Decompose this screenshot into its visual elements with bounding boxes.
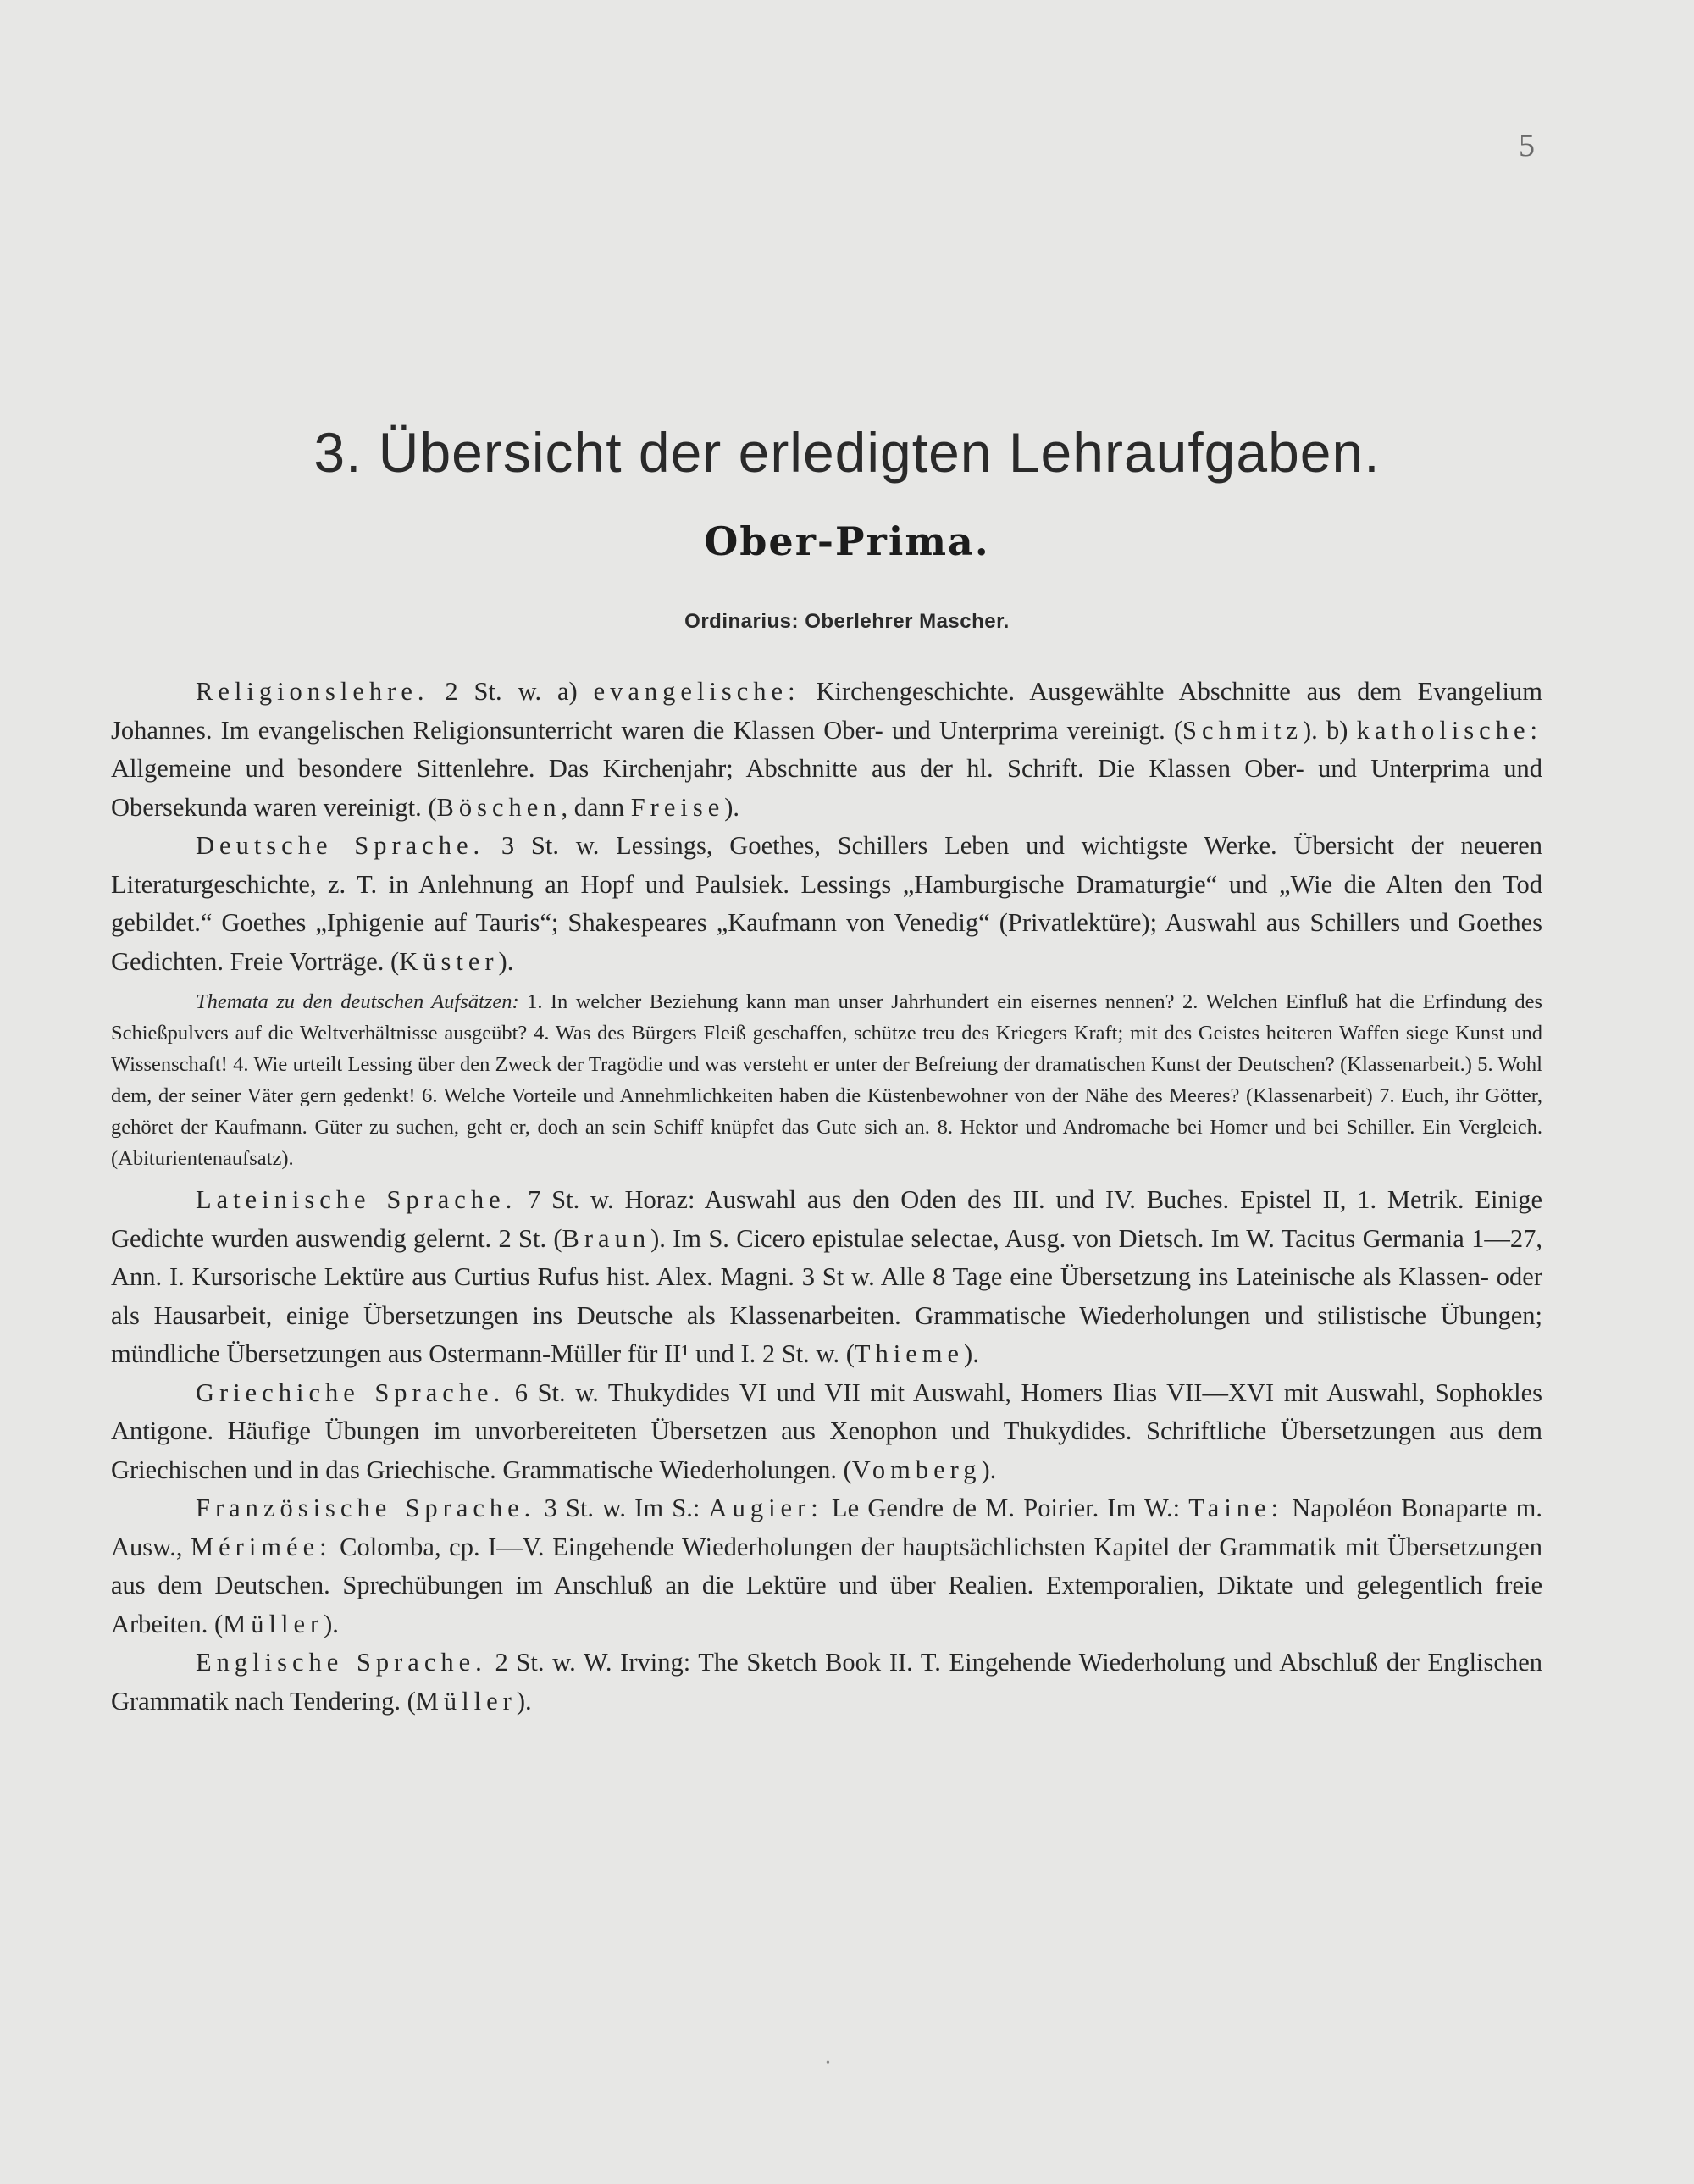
subject-deutsch: Deutsche Sprache. [196, 831, 485, 860]
text-fragment: 3 St. w. Im S.: [535, 1494, 709, 1522]
paragraph-religion [111, 673, 1542, 827]
text-fragment: ). Im S. Cicero epistulae selectae, Ausg. von Dietsch. Im W. Tacitus Germania 1—27, Ann. I. Kursorische Lektüre aus Curtius Rufus hist. Alex. Magni. 3 St w. Alle 8 Tage eine Übersetzung ins Lateinische als Klassen- oder als Hausarbeit, einige Übersetzungen ins Deutsche als Klassenarbeiten. Grammatische Wiederholungen und stilistische Übungen; mündliche Übersetzungen aus Ostermann-Müller für II¹ und I. 2 St. w. ( [111, 1223, 1542, 1368]
text-fragment: ). [981, 1455, 997, 1484]
text-fragment: ). [324, 1609, 339, 1638]
text-fragment: ). b) [1303, 715, 1357, 745]
text-fragment: ). [724, 792, 740, 822]
text-fragment: Colomba, cp. I—V. Eingehende Wiederholungen der hauptsächlichsten Kapitel der Grammatik mit Übersetzungen aus dem Deutschen. Sprechübungen im Anschluß an die Lektüre und über Realien. Extemporalien, Diktate und gelegentlich freie Arbeiten. ( [111, 1532, 1542, 1638]
curriculum-body [111, 673, 1542, 1721]
subject-religion: Religionslehre. [196, 677, 429, 706]
teacher-name: Thieme [854, 1339, 965, 1368]
text-fragment: 6 St. w. Thukydides VI und VII mit Auswahl, Homers Ilias VII—XVI mit Auswahl, Sophokles Antigone. Häufige Übungen im unvorbereiteten Übersetzen aus Xenophon und Thukydides. Schriftliche Übersetzungen aus dem Griechischen und in das Griechische. Grammatische Wiederholungen. ( [111, 1377, 1542, 1484]
themata-label: Themata zu den deutschen Aufsätzen: [196, 990, 519, 1013]
print-speck-mark: • [826, 2057, 830, 2070]
text-fragment: 7 St. w. Horaz: Auswahl aus den Oden des III. und IV. Buches. Epistel II, 1. Metrik. Einige Gedichte wurden auswendig gelernt. 2 St. ( [111, 1185, 1542, 1253]
teacher-name: Freise [630, 792, 725, 822]
paragraph-englisch [111, 1644, 1542, 1721]
text-fragment: ). [964, 1339, 979, 1368]
author-name: Mérimée: [191, 1532, 332, 1561]
text-fragment: ). [498, 946, 514, 976]
text-fragment: ). [516, 1686, 532, 1716]
teacher-name: Schmitz [1182, 715, 1304, 745]
subject-englisch: Englische Sprache. [196, 1648, 487, 1677]
text-fragment: 2 St. w. W. Irving: The Sketch Book II. T. Eingehende Wiederholung und Abschluß der Englischen Grammatik nach Tendering. ( [111, 1648, 1542, 1716]
text-fragment: 1. In welcher Beziehung kann man unser Jahrhundert ein eisernes nennen? 2. Welchen Einfluß hat die Erfindung des Schießpulvers auf die Weltverhältnisse ausgeübt? 4. Was des Bürgers Fleiß geschaffen, schütze treu des Kriegers Kraft; mit des Geistes heiteren Waffen siege Kunst und Wissenschaft! 4. Wie urteilt Lessing über den Zweck der Tragödie und was versteht er unter der Befreiung der dramatischen Kunst der Deutschen? (Klassenarbeit.) 5. Wohl dem, der seiner Väter gern gedenkt! 6. Welche Vorteile und Annehmlichkeiten haben die Küstenbewohner von der Nähe des Meeres? (Klassenarbeit) 7. Euch, ihr Götter, gehöret der Kaufmann. Güter zu suchen, geht er, doch an sein Schiff knüpfet das Gute sich an. 8. Hektor und Andromache bei Homer und bei Schiller. Ein Vergleich. (Abiturientenaufsatz). [111, 990, 1542, 1170]
paragraph-themata [111, 986, 1542, 1174]
denomination-katholisch: katholische: [1356, 715, 1542, 745]
paragraph-griechisch [111, 1374, 1542, 1490]
text-fragment: 3 St. w. Lessings, Goethes, Schillers Leben und wichtigste Werke. Übersicht der neueren Literaturgeschichte, z. T. in Anlehnung an Hopf und Paulsiek. Lessings „Hamburgische Dramaturgie“ und „Wie die Alten den Tod gebildet.“ Goethes „Iphigenie auf Tauris“; Shakespeares „Kaufmann von Venedig“ (Privatlektüre); Auswahl aus Schillers und Goethes Gedichten. Freie Vorträge. ( [111, 831, 1542, 976]
page-number: 5 [1519, 128, 1535, 164]
text-fragment: Allgemeine und besondere Sittenlehre. Das Kirchenjahr; Abschnitte aus der hl. Schrift. Die Klassen Ober- und Unterprima und Obersekunda waren vereinigt. ( [111, 754, 1542, 822]
text-fragment: , dann [561, 792, 631, 822]
text-fragment: Napoléon Bonaparte m. Ausw., [111, 1494, 1542, 1561]
class-title: Ober-Prima. [704, 518, 990, 564]
author-name: Augier: [708, 1494, 823, 1522]
paragraph-franzoesisch [111, 1489, 1542, 1644]
paragraph-latein [111, 1181, 1542, 1374]
text-fragment: Kirchengeschichte. Ausgewählte Abschnitte aus dem Evangelium Johannes. Im evangelischen Religionsunterricht waren die Klassen Ober- und Unterprima vereinigt. ( [111, 677, 1542, 745]
teacher-name: Küster [399, 946, 499, 976]
ordinarius-line: Ordinarius: Oberlehrer Mascher. [684, 610, 1010, 633]
teacher-name: Braun [562, 1223, 651, 1253]
teacher-name: Böschen [436, 792, 562, 822]
subject-franzoesisch: Französische Sprache. [196, 1494, 536, 1522]
teacher-name: Müller [223, 1609, 324, 1638]
denomination-evangelisch: evangelische: [593, 677, 800, 706]
teacher-name: Vomberg [851, 1455, 982, 1484]
text-fragment: 2 St. w. a) [429, 677, 594, 706]
teacher-name: Müller [415, 1686, 517, 1716]
author-name: Taine: [1188, 1494, 1284, 1522]
subject-griechisch: Griechiche Sprache. [196, 1377, 506, 1407]
paragraph-deutsch [111, 827, 1542, 981]
text-fragment: Le Gendre de M. Poirier. Im W.: [822, 1494, 1189, 1522]
section-title: 3. Übersicht der erledigten Lehraufgaben. [313, 421, 1381, 484]
subject-latein: Lateinische Sprache. [196, 1185, 518, 1214]
